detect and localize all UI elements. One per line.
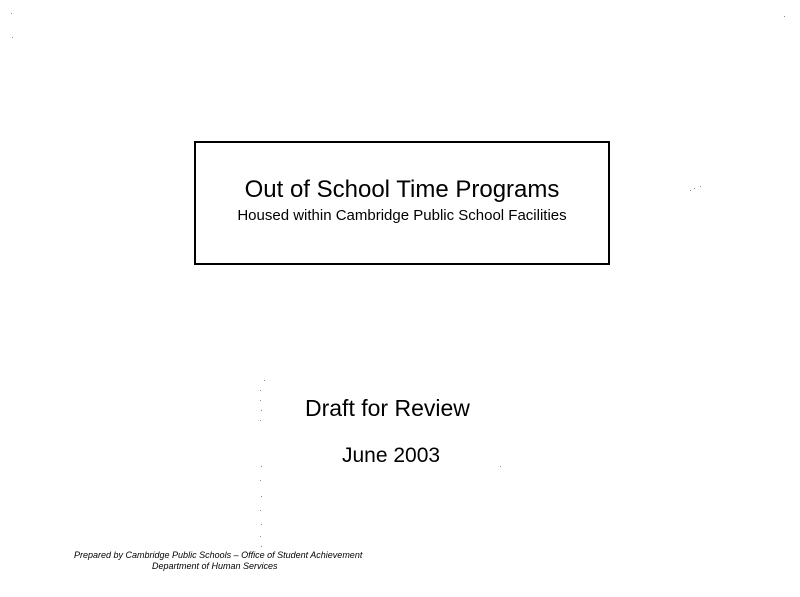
prepared-by-line: Prepared by Cambridge Public Schools – Office of Student Achievement	[74, 550, 363, 560]
department-line: Department of Human Services	[152, 561, 278, 571]
draft-status: Draft for Review	[305, 395, 470, 421]
document-subtitle: Housed within Cambridge Public School Facilities	[237, 207, 567, 224]
document-title: Out of School Time Programs	[244, 176, 560, 203]
title-box	[194, 141, 610, 265]
document-date: June 2003	[342, 444, 441, 467]
